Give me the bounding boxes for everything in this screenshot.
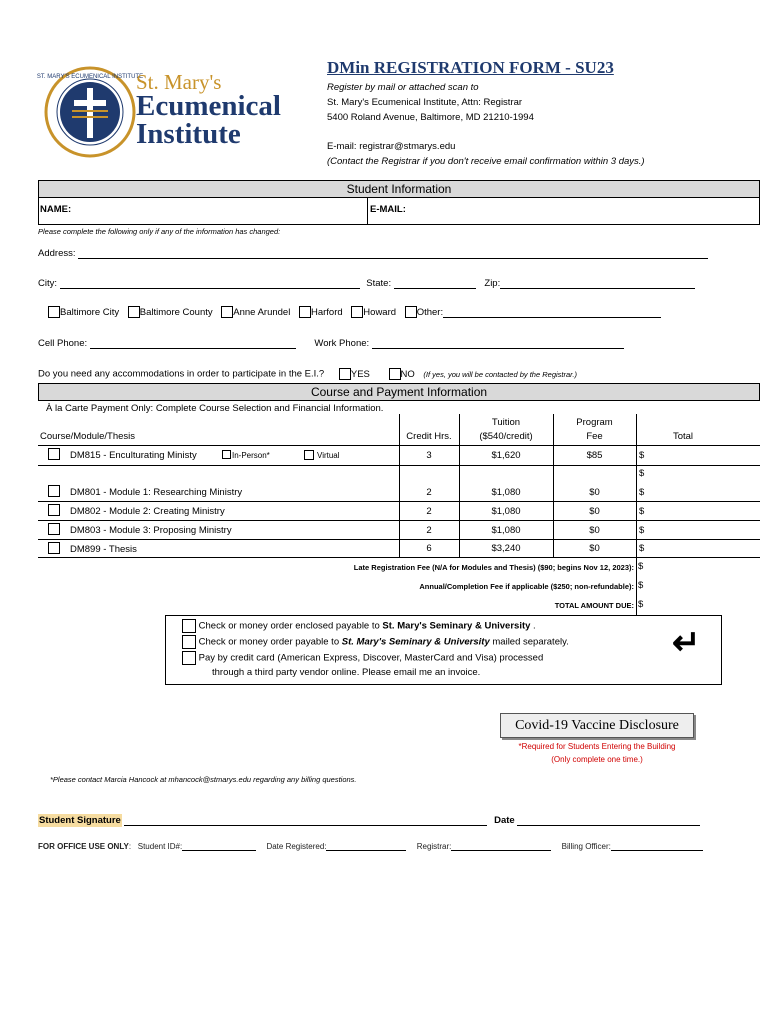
tuition-cell: $1,080 [491, 525, 521, 536]
city-input[interactable] [60, 278, 360, 289]
logo-text-3: Institute [136, 118, 241, 150]
county-checkbox-other[interactable]: Other: [405, 307, 443, 318]
col-tuition-2: ($540/credit) [479, 431, 533, 442]
office-use-row: FOR OFFICE USE ONLY: Student ID#: Date Registered: Registrar: Billing Officer: [38, 842, 703, 851]
course-name: DM802 - Module 2: Creating Ministry [70, 506, 225, 517]
fee-cell: $0 [589, 525, 600, 536]
total-cell[interactable]: $ [639, 450, 645, 461]
credit-cell: 6 [426, 543, 432, 554]
col-course: Course/Module/Thesis [40, 431, 136, 442]
credit-cell: 2 [426, 487, 432, 498]
course-table-header [38, 414, 760, 446]
course-checkbox-dm815[interactable] [48, 448, 60, 460]
course-name: DM801 - Module 1: Researching Ministry [70, 487, 243, 498]
total-due-value[interactable]: $ [638, 599, 644, 610]
header-line-3: 5400 Roland Avenue, Baltimore, MD 21210-1994 [327, 112, 534, 123]
registrar-input[interactable] [451, 842, 551, 851]
county-checkbox-harford[interactable]: Harford [299, 307, 343, 318]
payment-option-check-enclosed[interactable]: Check or money order enclosed payable to St. Mary's Seminary & University . [182, 619, 536, 633]
completion-fee-total[interactable]: $ [638, 580, 644, 591]
header-line-4: E-mail: registrar@stmarys.edu [327, 141, 456, 152]
student-id-input[interactable] [182, 842, 256, 851]
address-input[interactable] [78, 248, 708, 259]
signature-input[interactable] [124, 815, 487, 826]
col-tuition-1: Tuition [491, 417, 521, 428]
county-checkbox-anne-arundel[interactable]: Anne Arundel [221, 307, 290, 318]
inperson-label: In-Person* [232, 451, 270, 460]
course-checkbox-dm802[interactable] [48, 504, 60, 516]
state-input[interactable] [394, 278, 476, 289]
credit-cell: 2 [426, 525, 432, 536]
covid-note-1: *Required for Students Entering the Building [518, 742, 676, 751]
fee-cell: $0 [589, 487, 600, 498]
total-due-label: TOTAL AMOUNT DUE: [554, 601, 634, 610]
signature-date-input[interactable] [517, 815, 700, 826]
enter-arrow-icon: ↵ [672, 624, 701, 662]
course-info-heading: Course and Payment Information [38, 383, 760, 401]
logo [36, 66, 294, 156]
phone-row: Cell Phone: Work Phone: [38, 338, 624, 349]
accommodation-yes-checkbox[interactable]: YES [339, 369, 370, 380]
total-cell[interactable]: $ [639, 525, 645, 536]
covid-disclosure-button[interactable]: Covid-19 Vaccine Disclosure [500, 713, 694, 738]
course-name: DM899 - Thesis [70, 544, 137, 555]
county-row [48, 306, 661, 318]
credit-cell: 3 [426, 450, 432, 461]
course-checkbox-dm801[interactable] [48, 485, 60, 497]
work-phone-input[interactable] [372, 338, 624, 349]
late-fee-total[interactable]: $ [638, 561, 644, 572]
fee-cell: $0 [589, 543, 600, 554]
total-cell[interactable]: $ [639, 506, 645, 517]
course-name: DM815 - Enculturating Ministy [70, 450, 197, 461]
col-fee-1: Program [576, 417, 613, 428]
course-name: DM803 - Module 3: Proposing Ministry [70, 525, 232, 536]
form-title: DMin REGISTRATION FORM - SU23 [327, 58, 614, 77]
seal-icon [36, 66, 144, 158]
tuition-cell: $1,080 [491, 506, 521, 517]
total-cell[interactable]: $ [639, 543, 645, 554]
accommodation-row: Do you need any accommodations in order to participate in the E.I.? YES NO (If yes, you will be contacted by the Registrar.) [38, 368, 577, 380]
city-row: City: State: Zip: [38, 278, 695, 289]
svg-text:ST. MARY'S ECUMENICAL INSTITUT: ST. MARY'S ECUMENICAL INSTITUTE [36, 74, 144, 80]
payment-option-check-separate[interactable]: Check or money order payable to St. Mary's Seminary & University mailed separately. [182, 635, 569, 649]
payment-option-credit-card-cont: through a third party vendor online. Please email me an invoice. [212, 667, 481, 678]
payment-option-credit-card[interactable]: Pay by credit card (American Express, Discover, MasterCard and Visa) processed [182, 651, 543, 665]
inperson-checkbox[interactable] [222, 450, 231, 459]
change-note: Please complete the following only if any of the information has changed: [38, 227, 281, 236]
name-field[interactable]: NAME: [40, 204, 72, 215]
course-checkbox-dm899[interactable] [48, 542, 60, 554]
tuition-cell: $1,620 [491, 450, 521, 461]
virtual-checkbox[interactable] [304, 450, 314, 460]
virtual-label: Virtual [317, 451, 340, 460]
billing-officer-input[interactable] [611, 842, 703, 851]
alacarte-note: À la Carte Payment Only: Complete Course Selection and Financial Information. [46, 403, 384, 414]
signature-row: Student Signature Date [38, 815, 700, 826]
completion-fee-label: Annual/Completion Fee if applicable ($250; non-refundable): [419, 582, 634, 591]
student-info-heading: Student Information [38, 180, 760, 198]
county-checkbox-baltimore-county[interactable]: Baltimore County [128, 307, 213, 318]
other-county-input[interactable] [443, 307, 661, 318]
header-line-5: (Contact the Registrar if you don't receive email confirmation within 3 days.) [327, 156, 645, 167]
credit-cell: 2 [426, 506, 432, 517]
payment-options-box [165, 615, 722, 685]
billing-note: *Please contact Marcia Hancock at mhancock@stmarys.edu regarding any billing questions. [50, 775, 357, 784]
cell-phone-input[interactable] [90, 338, 296, 349]
tuition-cell: $3,240 [491, 543, 521, 554]
email-field[interactable]: E-MAIL: [370, 204, 406, 215]
col-credit: Credit Hrs. [406, 431, 452, 442]
date-registered-input[interactable] [326, 842, 406, 851]
course-rows [38, 446, 760, 558]
accommodation-no-checkbox[interactable]: NO [389, 369, 415, 380]
total-cell[interactable]: $ [639, 487, 645, 498]
col-total: Total [672, 431, 694, 442]
header-line-1: Register by mail or attached scan to [327, 82, 479, 93]
covid-note-2: (Only complete one time.) [551, 755, 643, 764]
zip-input[interactable] [500, 278, 695, 289]
total-cell[interactable]: $ [639, 468, 645, 479]
fee-cell: $85 [586, 450, 603, 461]
course-checkbox-dm803[interactable] [48, 523, 60, 535]
fee-cell: $0 [589, 506, 600, 517]
logo-text-1: St. Mary's [136, 70, 222, 94]
address-row: Address: [38, 248, 708, 259]
tuition-cell: $1,080 [491, 487, 521, 498]
county-checkbox-baltimore-city[interactable]: Baltimore City [48, 307, 119, 318]
county-checkbox-howard[interactable]: Howard [351, 307, 396, 318]
late-fee-label: Late Registration Fee (N/A for Modules and Thesis) ($90; begins Nov 12, 2023): [353, 563, 634, 572]
header-line-2: St. Mary's Ecumenical Institute, Attn: Registrar [327, 97, 523, 108]
logo-text-2: Ecumenical [136, 90, 281, 122]
col-fee-2: Fee [586, 431, 603, 442]
